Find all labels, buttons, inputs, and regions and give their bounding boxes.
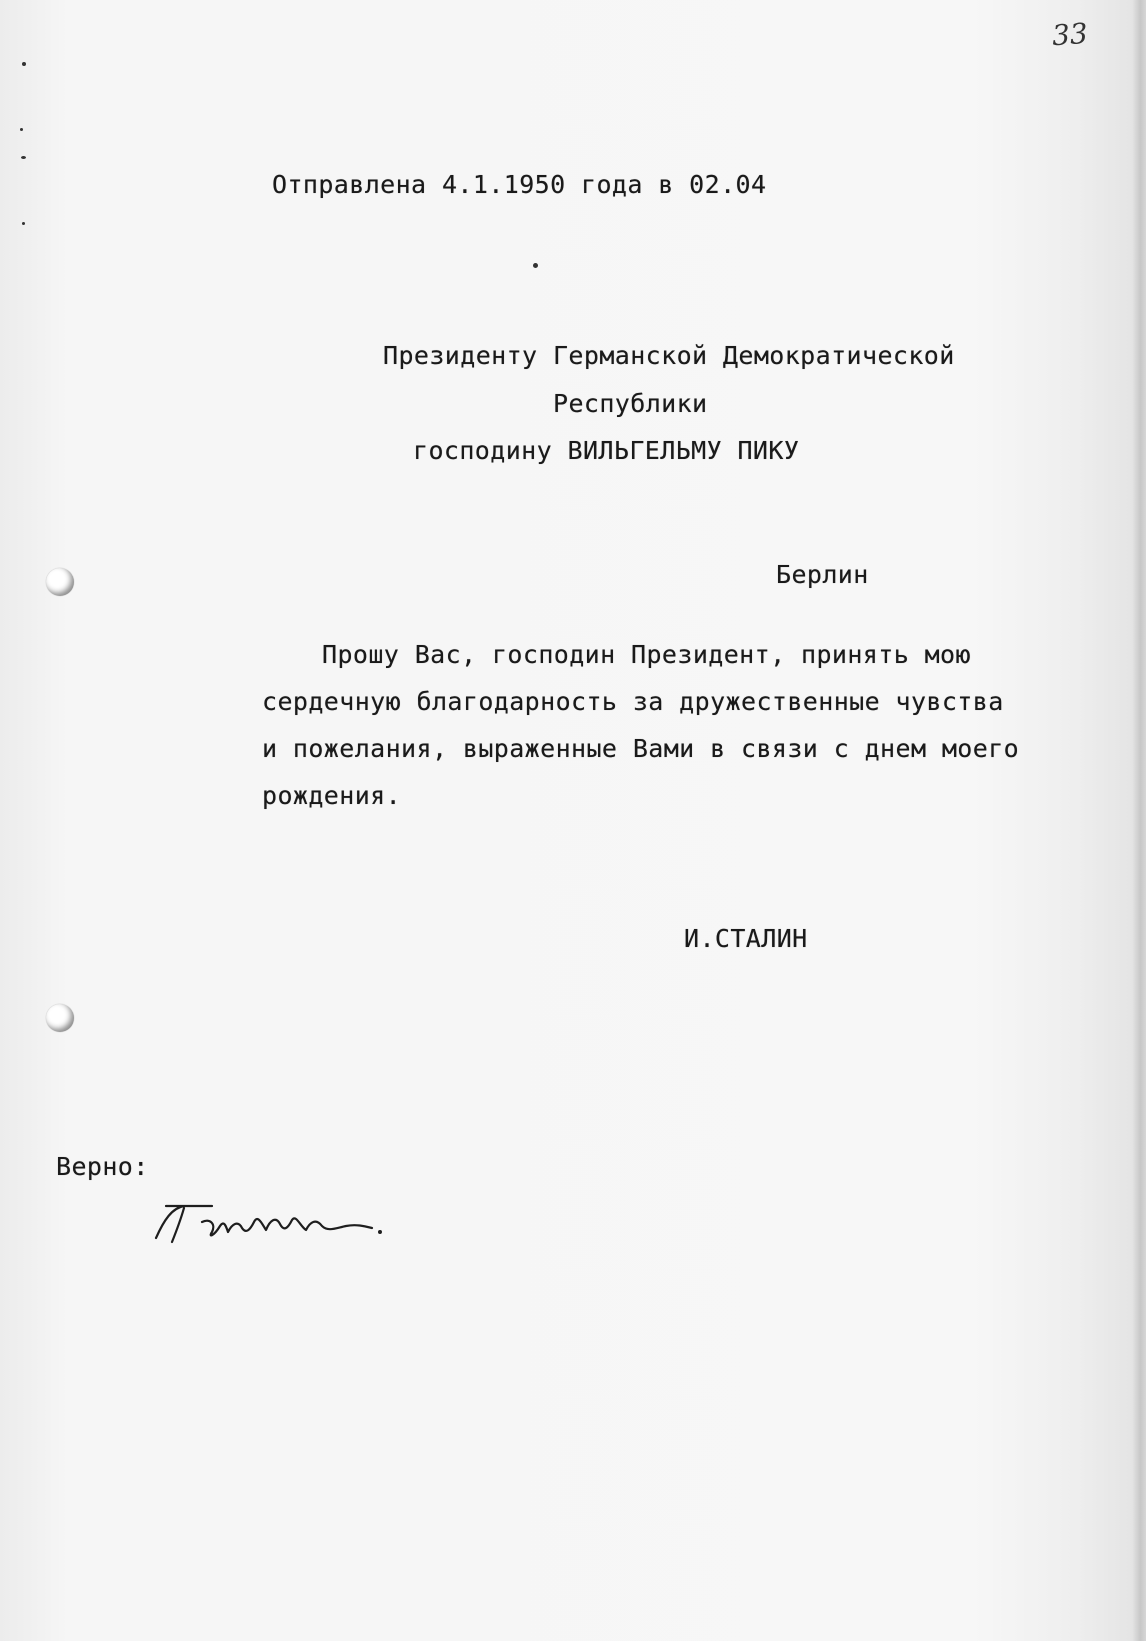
signatory: И.СТАЛИН [684,924,808,953]
speck [20,128,23,131]
page-edge-shadow [1132,0,1146,1641]
body-line-2: сердечную благодарность за дружественные чувства [262,687,1004,716]
city: Берлин [776,560,869,589]
addressee-line-2: Республики [553,389,708,418]
speck [22,222,25,225]
speck [533,263,538,268]
body-line-4: рождения. [262,781,402,810]
punch-hole-bottom [46,1004,74,1032]
punch-hole-top [46,568,74,596]
body-line-3: и пожелания, выраженные Вами в связи с днем моего [262,734,1020,763]
sent-timestamp: Отправлена 4.1.1950 года в 02.04 [272,170,767,199]
page-number: 33 [1050,16,1089,53]
handwritten-signature [150,1200,390,1250]
addressee-line-1: Президенту Германской Демократической [383,341,955,370]
speck [21,156,26,159]
speck [22,62,26,66]
body-line-1: Прошу Вас, господин Президент, принять мою [322,640,971,669]
certification-label: Верно: [56,1152,149,1181]
addressee-line-3: господину ВИЛЬГЕЛЬМУ ПИКУ [413,436,800,465]
